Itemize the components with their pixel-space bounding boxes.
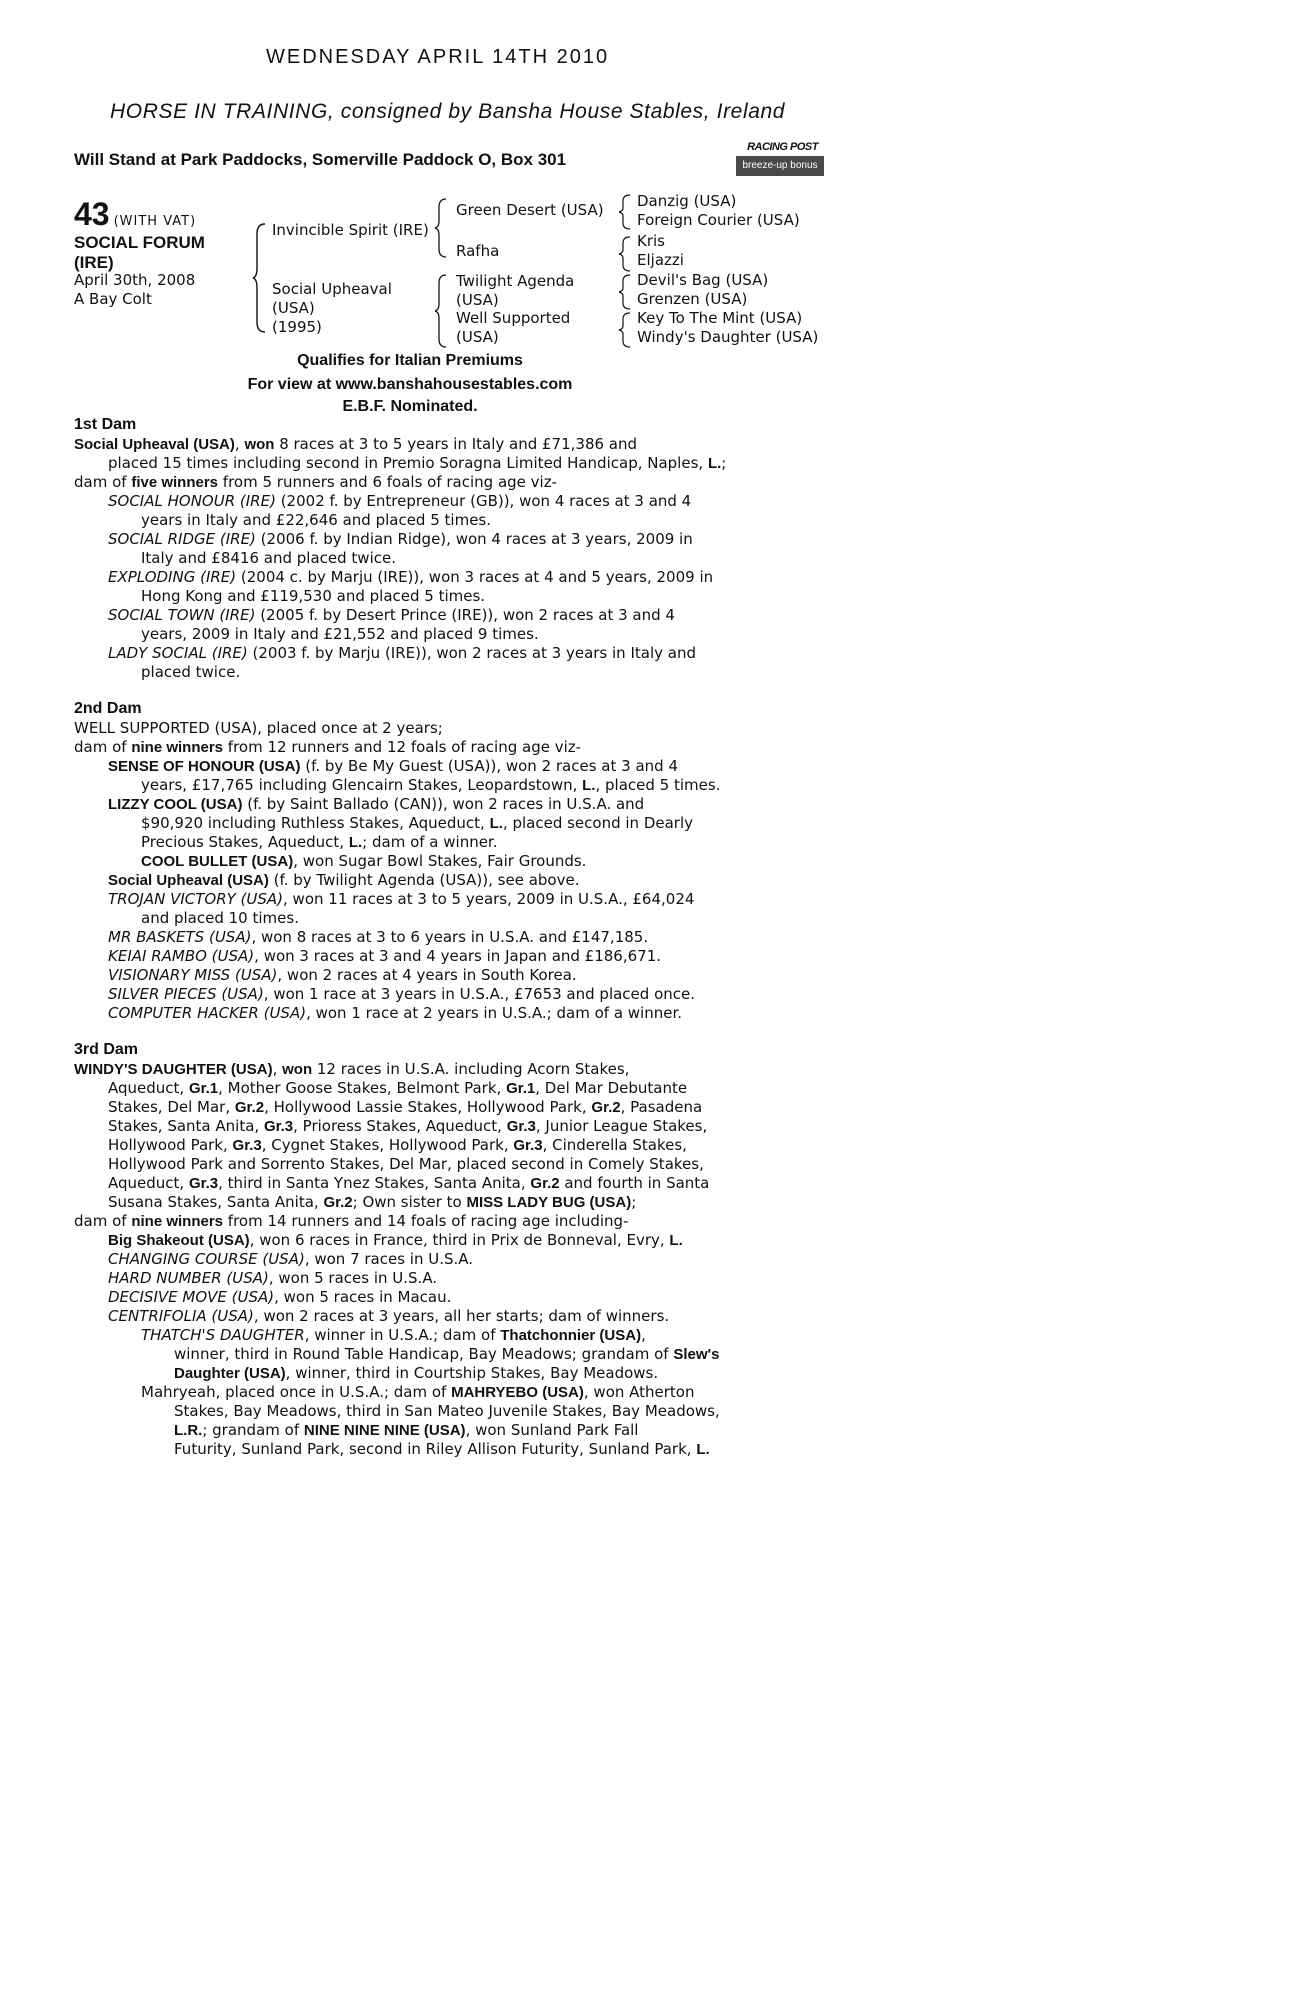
- text-segment: (2005 f. by Desert Prince (IRE)), won 2 races at 3 and 4: [255, 606, 675, 624]
- text-segment: Gr.3: [232, 1137, 262, 1154]
- produce-mr-baskets: [108, 928, 754, 947]
- text-segment: MAHRYEBO (USA): [451, 1384, 584, 1401]
- third-dam-produce-summary: [74, 1212, 754, 1231]
- text-segment: SOCIAL TOWN (IRE): [108, 606, 256, 624]
- produce-silver-pieces: [108, 985, 754, 1004]
- text-segment: LADY SOCIAL (IRE): [108, 644, 248, 662]
- text-segment: years, £17,765 including Glencairn Stakes, Leopardstown,: [141, 776, 583, 794]
- produce-social-honour: [108, 492, 754, 511]
- third-dam-line4: [108, 1117, 754, 1136]
- sire-sire-dam: Foreign Courier (USA): [637, 211, 800, 229]
- text-segment: DECISIVE MOVE (USA): [108, 1288, 275, 1306]
- dam-sire-sire: Devil's Bag (USA): [637, 271, 769, 289]
- text-segment: dam of: [74, 473, 132, 491]
- text-segment: Social Upheaval (USA): [108, 872, 269, 889]
- text-segment: WINDY'S DAUGHTER (USA): [74, 1061, 273, 1078]
- produce-trojan-victory-cont: and placed 10 times.: [141, 909, 299, 927]
- horse-info: [74, 271, 195, 309]
- produce-thatchs-daughter-cont1: [174, 1345, 754, 1364]
- produce-exploding-cont: Hong Kong and £119,530 and placed 5 times.: [141, 587, 486, 605]
- text-segment: , won 5 races in U.S.A.: [268, 1269, 438, 1287]
- text-segment: (2004 c. by Marju (IRE)), won 3 races at 4 and 5 years, 2009 in: [236, 568, 714, 586]
- racing-post-logo: [736, 141, 824, 181]
- text-segment: , Mother Goose Stakes, Belmont Park,: [218, 1079, 507, 1097]
- text-segment: VISIONARY MISS (USA): [108, 966, 278, 984]
- text-segment: and fourth in Santa: [559, 1174, 710, 1192]
- dam-sire-dam: Grenzen (USA): [637, 290, 748, 308]
- produce-keiai-rambo: [108, 947, 754, 966]
- third-dam-line8: [108, 1193, 754, 1212]
- horse-description: A Bay Colt: [74, 290, 152, 308]
- produce-cool-bullet: [141, 852, 754, 871]
- horse-name: [74, 233, 205, 273]
- produce-exploding: [108, 568, 754, 587]
- text-segment: $90,920 including Ruthless Stakes, Aqueduct,: [141, 814, 490, 832]
- first-dam-line2: [108, 454, 754, 473]
- produce-lizzy-cool: [108, 795, 754, 814]
- italian-premiums-note: Qualifies for Italian Premiums: [297, 352, 523, 369]
- sire-sire-sire: Danzig (USA): [637, 192, 737, 210]
- first-dam-heading: 1st Dam: [74, 416, 137, 433]
- text-segment: NINE NINE NINE (USA): [303, 1422, 466, 1439]
- text-segment: L.: [669, 1232, 683, 1249]
- text-segment: , won 8 races at 3 to 6 years in U.S.A. and £147,185.: [251, 928, 649, 946]
- foaling-date: April 30th, 2008: [74, 271, 196, 289]
- text-segment: ,: [234, 435, 245, 453]
- text-segment: ;: [631, 1193, 637, 1211]
- produce-social-ridge: [108, 530, 754, 549]
- text-segment: won: [244, 436, 275, 453]
- dam-dam: [456, 309, 570, 347]
- text-segment: Futurity, Sunland Park, second in Riley Allison Futurity, Sunland Park,: [174, 1440, 697, 1458]
- consignment-heading: HORSE IN TRAINING, consigned by Bansha House Stables, Ireland: [110, 100, 786, 123]
- text-segment: 8 races at 3 to 5 years in Italy and £71,386 and: [274, 435, 638, 453]
- produce-thatchs-daughter-cont2: [174, 1364, 754, 1383]
- lot-number: 43: [74, 196, 110, 232]
- text-segment: LIZZY COOL (USA): [108, 796, 243, 813]
- dam-line3: (1995): [272, 318, 322, 336]
- text-segment: (f. by Twilight Agenda (USA)), see above.: [268, 871, 580, 889]
- text-segment: COMPUTER HACKER (USA): [108, 1004, 307, 1022]
- produce-big-shakeout: [108, 1231, 754, 1250]
- text-segment: won: [282, 1061, 313, 1078]
- text-segment: KEIAI RAMBO (USA): [108, 947, 255, 965]
- third-dam-line1: [74, 1060, 754, 1079]
- text-segment: (f. by Be My Guest (USA)), won 2 races at 3 and 4: [300, 757, 678, 775]
- produce-visionary-miss: [108, 966, 754, 985]
- text-segment: Aqueduct,: [108, 1174, 189, 1192]
- sire: Invincible Spirit (IRE): [272, 221, 429, 239]
- produce-social-ridge-cont: Italy and £8416 and placed twice.: [141, 549, 396, 567]
- produce-lizzy-cool-cont1: [141, 814, 754, 833]
- horse-name-line2: (IRE): [74, 253, 114, 272]
- sire-line-brace: [434, 197, 448, 259]
- text-segment: Daughter (USA): [174, 1365, 286, 1382]
- text-segment: five winners: [131, 474, 219, 491]
- sire-dam-sire: Kris: [637, 232, 665, 250]
- text-segment: (2002 f. by Entrepreneur (GB)), won 4 races at 3 and 4: [275, 492, 692, 510]
- produce-mahryeah-cont2: [174, 1421, 754, 1440]
- text-segment: (2003 f. by Marju (IRE)), won 2 races at 3 years in Italy and: [247, 644, 696, 662]
- logo-bottom-text: breeze-up bonus: [736, 156, 824, 176]
- text-segment: L.: [348, 834, 363, 851]
- produce-decisive-move: [108, 1288, 754, 1307]
- text-segment: Slew's: [673, 1346, 720, 1363]
- first-dam-produce-summary: [74, 473, 754, 492]
- text-segment: , won 2 races at 4 years in South Korea.: [277, 966, 577, 984]
- text-segment: Stakes, Del Mar,: [108, 1098, 235, 1116]
- text-segment: EXPLODING (IRE): [108, 568, 237, 586]
- text-segment: Hollywood Park,: [108, 1136, 233, 1154]
- text-segment: L.R.: [174, 1422, 203, 1439]
- third-dam-line5: [108, 1136, 754, 1155]
- text-segment: L.: [696, 1441, 710, 1458]
- text-segment: Mahryeah, placed once in U.S.A.; dam of: [141, 1383, 452, 1401]
- brace-ss: [618, 194, 632, 230]
- text-segment: winner, third in Round Table Handicap, Bay Meadows; grandam of: [174, 1345, 674, 1363]
- produce-mahryeah-cont3: [174, 1440, 754, 1459]
- ebf-note: E.B.F. Nominated.: [342, 398, 478, 415]
- text-segment: , won 1 race at 2 years in U.S.A.; dam of a winner.: [306, 1004, 683, 1022]
- text-segment: SOCIAL RIDGE (IRE): [108, 530, 256, 548]
- dam-sire-line2: (USA): [456, 291, 499, 309]
- view-website-note: For view at www.banshahousestables.com: [247, 376, 573, 393]
- second-dam-heading: 2nd Dam: [74, 700, 142, 717]
- text-segment: , Cinderella Stakes,: [542, 1136, 687, 1154]
- text-segment: L.: [489, 815, 503, 832]
- produce-social-upheaval: [108, 871, 754, 890]
- text-segment: , won 3 races at 3 and 4 years in Japan and £186,671.: [254, 947, 662, 965]
- text-segment: CENTRIFOLIA (USA): [108, 1307, 254, 1325]
- text-segment: ,: [641, 1326, 646, 1344]
- text-segment: MISS LADY BUG (USA): [466, 1194, 632, 1211]
- text-segment: L.: [707, 455, 722, 472]
- sire-dam: Rafha: [456, 242, 500, 260]
- dam-dam-sire: Key To The Mint (USA): [637, 309, 803, 327]
- produce-trojan-victory: [108, 890, 754, 909]
- produce-hard-number: [108, 1269, 754, 1288]
- text-segment: Social Upheaval (USA): [74, 436, 235, 453]
- text-segment: from 5 runners and 6 foals of racing age viz-: [218, 473, 557, 491]
- third-dam-line7: [108, 1174, 754, 1193]
- text-segment: Gr.3: [188, 1175, 219, 1192]
- text-segment: , won 11 races at 3 to 5 years, 2009 in U.S.A., £64,024: [283, 890, 695, 908]
- text-segment: , winner, third in Courtship Stakes, Bay Meadows.: [285, 1364, 659, 1382]
- sale-date: WEDNESDAY APRIL 14TH 2010: [266, 46, 610, 68]
- produce-mahryeah-cont1: Stakes, Bay Meadows, third in San Mateo Juvenile Stakes, Bay Meadows,: [174, 1402, 720, 1420]
- produce-computer-hacker: [108, 1004, 754, 1023]
- logo-top-text: RACING POST: [747, 141, 818, 153]
- sire-dam-dam: Eljazzi: [637, 251, 684, 269]
- text-segment: , winner in U.S.A.; dam of: [304, 1326, 501, 1344]
- text-segment: CHANGING COURSE (USA): [108, 1250, 305, 1268]
- text-segment: (2006 f. by Indian Ridge), won 4 races at 3 years, 2009 in: [255, 530, 693, 548]
- text-segment: HARD NUMBER (USA): [108, 1269, 269, 1287]
- produce-mahryeah: [141, 1383, 754, 1402]
- text-segment: SOCIAL HONOUR (IRE): [108, 492, 276, 510]
- text-segment: SILVER PIECES (USA): [108, 985, 264, 1003]
- third-dam-line3: [108, 1098, 754, 1117]
- text-segment: , won 2 races at 3 years, all her starts; dam of winners.: [253, 1307, 670, 1325]
- second-dam-produce-summary: [74, 738, 754, 757]
- text-segment: 12 races in U.S.A. including Acorn Stakes,: [312, 1060, 630, 1078]
- text-segment: ; Own sister to: [352, 1193, 467, 1211]
- text-segment: Gr.2: [530, 1175, 560, 1192]
- text-segment: THATCH'S DAUGHTER: [141, 1326, 305, 1344]
- text-segment: Gr.3: [263, 1118, 294, 1135]
- text-segment: Gr.2: [323, 1194, 353, 1211]
- dam-line2: (USA): [272, 299, 315, 317]
- text-segment: placed 15 times including second in Premio Soragna Limited Handicap, Naples,: [108, 454, 708, 472]
- text-segment: , Cygnet Stakes, Hollywood Park,: [261, 1136, 514, 1154]
- brace-dd: [618, 312, 632, 348]
- third-dam-line2: [108, 1079, 754, 1098]
- text-segment: Susana Stakes, Santa Anita,: [108, 1193, 324, 1211]
- text-segment: ;: [721, 454, 727, 472]
- text-segment: nine winners: [131, 739, 224, 756]
- produce-sense-of-honour-cont: [141, 776, 754, 795]
- text-segment: , won Sunland Park Fall: [465, 1421, 639, 1439]
- produce-centrifolia: [108, 1307, 754, 1326]
- text-segment: nine winners: [131, 1213, 224, 1230]
- dam-dam-line2: (USA): [456, 328, 499, 346]
- text-segment: , Junior League Stakes,: [535, 1117, 708, 1135]
- text-segment: Thatchonnier (USA): [500, 1327, 642, 1344]
- text-segment: Gr.1: [506, 1080, 536, 1097]
- text-segment: TROJAN VICTORY (USA): [108, 890, 284, 908]
- text-segment: , third in Santa Ynez Stakes, Santa Anita,: [218, 1174, 531, 1192]
- text-segment: , Prioress Stakes, Aqueduct,: [293, 1117, 507, 1135]
- produce-lady-social-cont: placed twice.: [141, 663, 241, 681]
- produce-social-town-cont: years, 2009 in Italy and £21,552 and placed 9 times.: [141, 625, 539, 643]
- text-segment: (f. by Saint Ballado (CAN)), won 2 races in U.S.A. and: [242, 795, 645, 813]
- text-segment: , won 6 races in France, third in Prix de Bonneval, Evry,: [249, 1231, 670, 1249]
- dam-dam-dam: Windy's Daughter (USA): [637, 328, 819, 346]
- dam: [272, 280, 392, 337]
- text-segment: , Pasadena: [620, 1098, 703, 1116]
- text-segment: ; grandam of: [202, 1421, 304, 1439]
- dam-line-brace: [434, 273, 448, 349]
- third-dam-heading: 3rd Dam: [74, 1041, 139, 1058]
- stand-location: Will Stand at Park Paddocks, Somerville Paddock O, Box 301: [74, 150, 567, 169]
- text-segment: dam of: [74, 1212, 132, 1230]
- text-segment: Gr.2: [591, 1099, 621, 1116]
- text-segment: from 14 runners and 14 foals of racing age including-: [223, 1212, 629, 1230]
- lot-number-block: [74, 196, 196, 233]
- third-dam-line6: Hollywood Park and Sorrento Stakes, Del Mar, placed second in Comely Stakes,: [108, 1155, 704, 1173]
- pedigree-brace-main: [252, 222, 268, 334]
- text-segment: COOL BULLET (USA): [141, 853, 294, 870]
- text-segment: , Del Mar Debutante: [535, 1079, 688, 1097]
- produce-sense-of-honour: [108, 757, 754, 776]
- produce-lady-social: [108, 644, 754, 663]
- produce-social-honour-cont: years in Italy and £22,646 and placed 5 times.: [141, 511, 492, 529]
- horse-name-line1: SOCIAL FORUM: [74, 233, 205, 252]
- text-segment: Gr.1: [188, 1080, 219, 1097]
- brace-sd: [618, 236, 632, 272]
- dam-line1: Social Upheaval: [272, 280, 392, 298]
- produce-lizzy-cool-cont2: [141, 833, 754, 852]
- produce-thatchs-daughter: [141, 1326, 754, 1345]
- sire-sire: Green Desert (USA): [456, 201, 604, 219]
- text-segment: , won 1 race at 3 years in U.S.A., £7653 and placed once.: [263, 985, 695, 1003]
- text-segment: Precious Stakes, Aqueduct,: [141, 833, 349, 851]
- text-segment: Big Shakeout (USA): [108, 1232, 250, 1249]
- text-segment: L.: [582, 777, 596, 794]
- text-segment: , won Atherton: [583, 1383, 695, 1401]
- dam-dam-line1: Well Supported: [456, 309, 571, 327]
- text-segment: Gr.3: [506, 1118, 536, 1135]
- produce-social-town: [108, 606, 754, 625]
- text-segment: Stakes, Santa Anita,: [108, 1117, 264, 1135]
- text-segment: dam of: [74, 738, 132, 756]
- text-segment: , placed 5 times.: [595, 776, 721, 794]
- text-segment: , won Sugar Bowl Stakes, Fair Grounds.: [293, 852, 587, 870]
- produce-changing-course: [108, 1250, 754, 1269]
- text-segment: ,: [272, 1060, 283, 1078]
- vat-note: (WITH VAT): [113, 214, 197, 229]
- text-segment: ; dam of a winner.: [362, 833, 498, 851]
- dam-sire: [456, 272, 574, 310]
- text-segment: , won 5 races in Macau.: [274, 1288, 452, 1306]
- text-segment: , placed second in Dearly: [502, 814, 694, 832]
- text-segment: MR BASKETS (USA): [108, 928, 252, 946]
- text-segment: from 12 runners and 12 foals of racing age viz-: [223, 738, 582, 756]
- first-dam-line1: [74, 435, 754, 454]
- second-dam-line1: WELL SUPPORTED (USA), placed once at 2 years;: [74, 719, 443, 737]
- text-segment: Gr.3: [513, 1137, 543, 1154]
- text-segment: , won 7 races in U.S.A.: [304, 1250, 474, 1268]
- text-segment: Aqueduct,: [108, 1079, 189, 1097]
- text-segment: Gr.2: [234, 1099, 265, 1116]
- dam-sire-line1: Twilight Agenda: [456, 272, 575, 290]
- text-segment: SENSE OF HONOUR (USA): [108, 758, 301, 775]
- text-segment: , Hollywood Lassie Stakes, Hollywood Park,: [264, 1098, 592, 1116]
- brace-ds: [618, 274, 632, 310]
